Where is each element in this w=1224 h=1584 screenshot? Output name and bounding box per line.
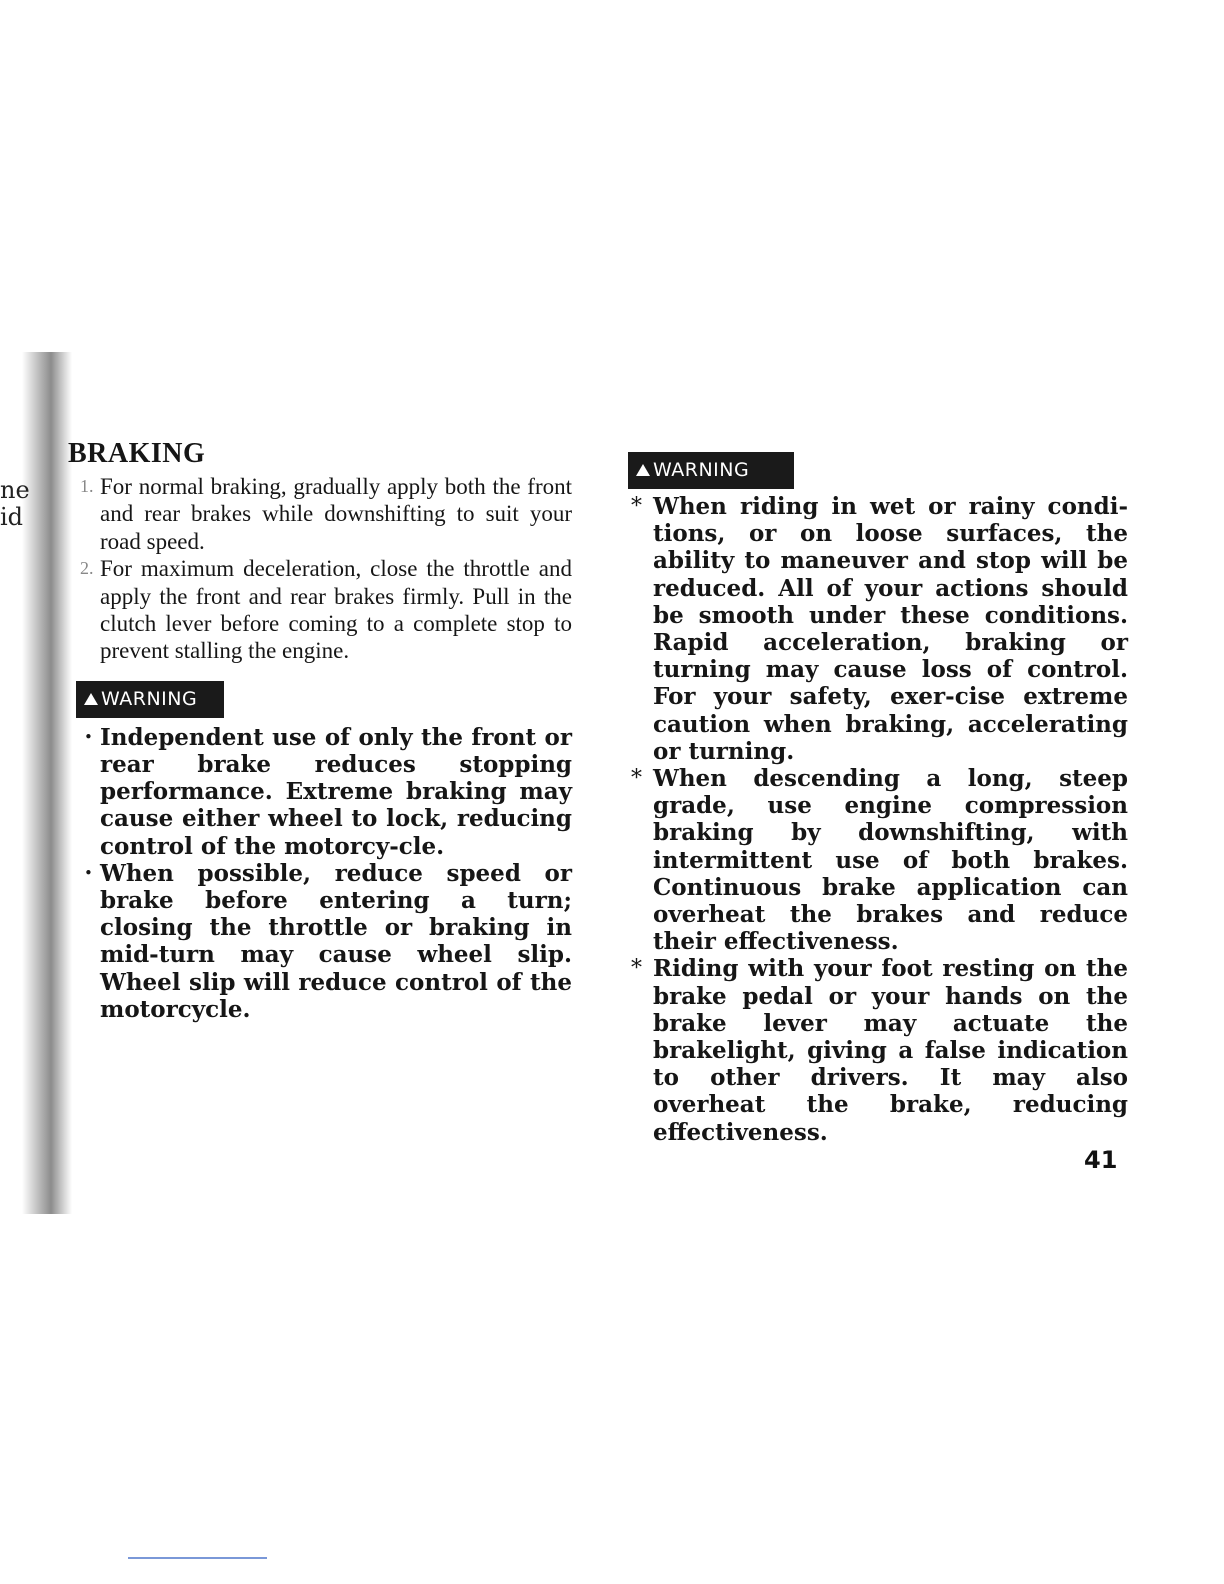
page-edge-text-2: id <box>0 503 24 531</box>
bullet-marker: * <box>631 494 642 519</box>
warning-item <box>628 765 1128 955</box>
warning-item-text: Riding with your foot resting on the brake pedal or your hands on the brake lever may actuate the brakelight, giving a false indication to other drivers. It may also overheat the brake, reducing effectiveness. <box>653 955 1128 1146</box>
warning-label: WARNING <box>653 459 750 481</box>
bullet-marker: * <box>631 956 642 982</box>
bullet-marker: • <box>84 863 93 882</box>
page-edge-text-1: ne <box>0 476 30 504</box>
bullet-marker: • <box>84 727 93 746</box>
paragraph-number: 1. <box>80 476 94 496</box>
warning-badge <box>628 452 794 489</box>
warning-item-text: When descending a long, steep grade, use engine compression braking by downshifting, with intermittent use of both brakes. Continuous brake application can overheat the brakes and reduce their effectiveness. <box>653 765 1128 956</box>
warning-item <box>628 493 1128 765</box>
warning-item-text: When possible, reduce speed or brake before entering a turn; closing the throttle or braking in mid-turn may cause wheel slip. Wheel slip will reduce control of the motorcycle. <box>100 859 572 1023</box>
braking-heading: BRAKING <box>68 438 206 469</box>
warning-triangle-icon <box>636 464 650 476</box>
warning-item-text: Independent use of only the front or rear brake reduces stopping performance. Extreme braking may cause either wheel to lock, reducing control of the motorcy-cle. <box>100 723 572 860</box>
braking-paragraph <box>82 473 572 555</box>
braking-paragraph <box>82 555 572 665</box>
warning-item <box>82 860 572 1023</box>
right-column <box>628 452 1128 1146</box>
warning-item-text: When riding in wet or rainy condi-tions, or on loose surfaces, the ability to maneuver and stop will be reduced. All of your actions should be smooth under these conditions. Rapid acceleration, braking or turning may cause loss of control. For your safety, exer-cise extreme caution when braking, accelerating or turning. <box>653 493 1128 765</box>
paragraph-text: For maximum deceleration, close the throttle and apply the front and rear brakes firmly. Pull in the clutch lever before coming to a complete stop to prevent stalling the engine. <box>100 556 572 664</box>
warning-label: WARNING <box>101 687 198 710</box>
warning-item <box>628 955 1128 1145</box>
paragraph-number: 2. <box>80 558 94 579</box>
bottom-rule <box>128 1557 267 1559</box>
warning-triangle-icon <box>84 693 98 705</box>
warning-badge <box>76 681 224 718</box>
left-column <box>68 437 572 1023</box>
warning-item <box>82 724 572 860</box>
page-number: 41 <box>1084 1146 1118 1174</box>
paragraph-text: For normal braking, gradually apply both the front and rear brakes while downshifting to suit your road speed. <box>100 474 572 554</box>
bullet-marker: * <box>631 766 642 792</box>
